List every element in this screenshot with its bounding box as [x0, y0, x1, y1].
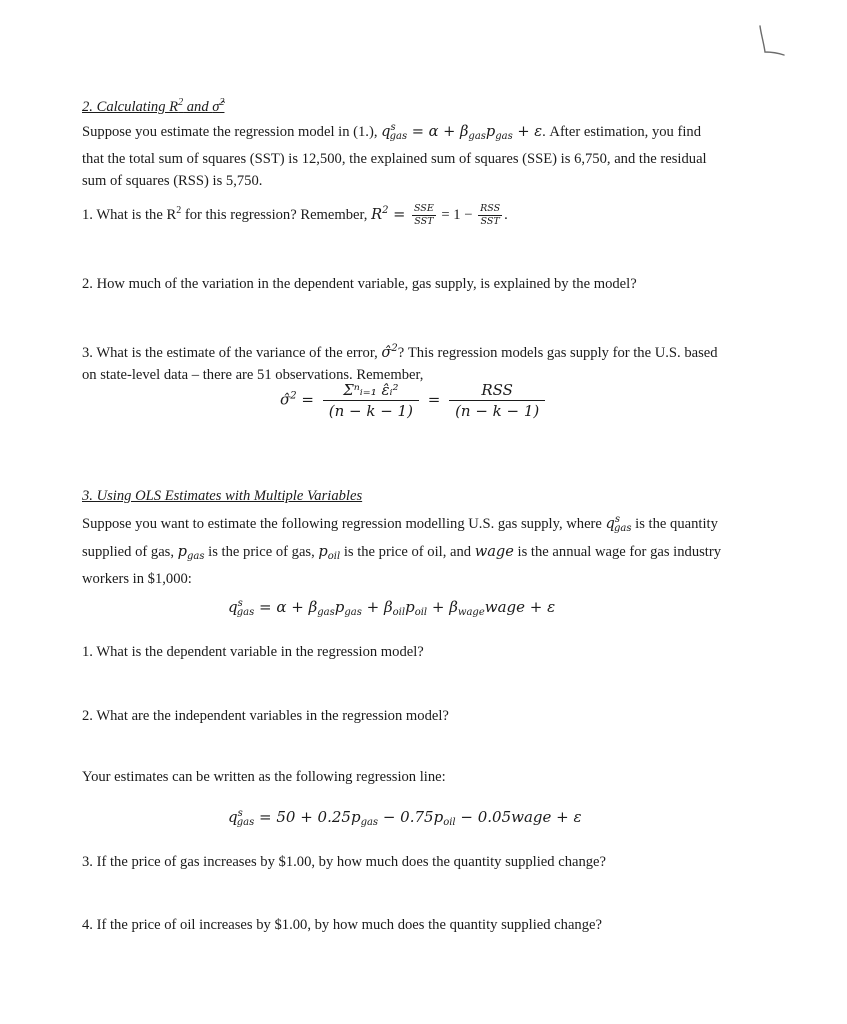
rss-sst-fraction: $\frac{\text{RSS}}{\text{SST}}$: [480, 203, 501, 228]
question-2-2: 2. How much of the variation in the dependent variable, gas supply, is explained by the model?: [82, 276, 637, 292]
regression-model-equation: $q^s_{gas} = \alpha + \beta_{gas}p_{gas} + \beta_{oil}p_{oil}$ + $\beta_{wage}wage + \varepsilon$: [228, 598, 556, 618]
question-2-3: 3. What is the estimate of the variance of the error, σ̂$^2$? This regression models gas supply for the U.S. based on state-level data – there are 51 observations. Remember,: [82, 343, 718, 383]
estimates-intro: Your estimates can be written as the following regression line:: [82, 769, 446, 785]
question-2-1: 1. What is the $R^2$ for this regression? Remember, $R^2$ = $\frac{\text{SSE}}{\text{SST}}$ = 1 − $\frac{\text{RSS}}{\text{SST}}$ .: [82, 203, 508, 228]
section-2-heading: 2. Calculating $R^2$ and σ̂$^2$: [82, 97, 225, 115]
question-3-1: 1. What is the dependent variable in the regression model?: [82, 644, 424, 660]
section-3-heading: 3. Using OLS Estimates with Multiple Variables: [82, 488, 363, 504]
pen-mark-icon: [752, 22, 792, 62]
question-3-4: 4. If the price of oil increases by $1.00, by how much does the quantity supplied change?: [82, 917, 602, 933]
sse-sst-fraction: $\frac{\text{SSE}}{\text{SST}}$: [413, 203, 434, 228]
estimated-regression-line: $q^s_{gas} = 50 + 0.25p_{gas} - 0.75p_{oil}$ − 0.05wage + ε: [228, 808, 582, 828]
question-3-3: 3. If the price of gas increases by $1.00, by how much does the quantity supplied change?: [82, 854, 607, 870]
section-3-intro: Suppose you want to estimate the following regression modelling U.S. gas supply, where $q^s_{gas}$ is the quantity supplied of gas, $p_{gas}$ is the price of gas, $p_{oil}$ is the price of oil, and wage is the annual wage for gas industry workers in $1,000:: [82, 514, 722, 587]
question-3-2: 2. What are the independent variables in the regression model?: [82, 708, 449, 724]
error-variance-formula: σ̂$^2$ = $\frac{\text{Σⁿᵢ₌₁ ε̂ᵢ²}}{(n - k - 1)}$ = $\frac{\text{RSS}}{(n - k - 1)}$: [280, 380, 549, 421]
section-2-intro: Suppose you estimate the regression model in (1.), $q^s_{gas} = \alpha + \beta_{gas}p_{gas} + \varepsilon$. After estimation, you find that the total sum of squares (SST) is 12,500, the explained sum of squares (SSE) is 6,750, and the residual sum of squares (RSS) is 5,750.: [82, 122, 707, 189]
